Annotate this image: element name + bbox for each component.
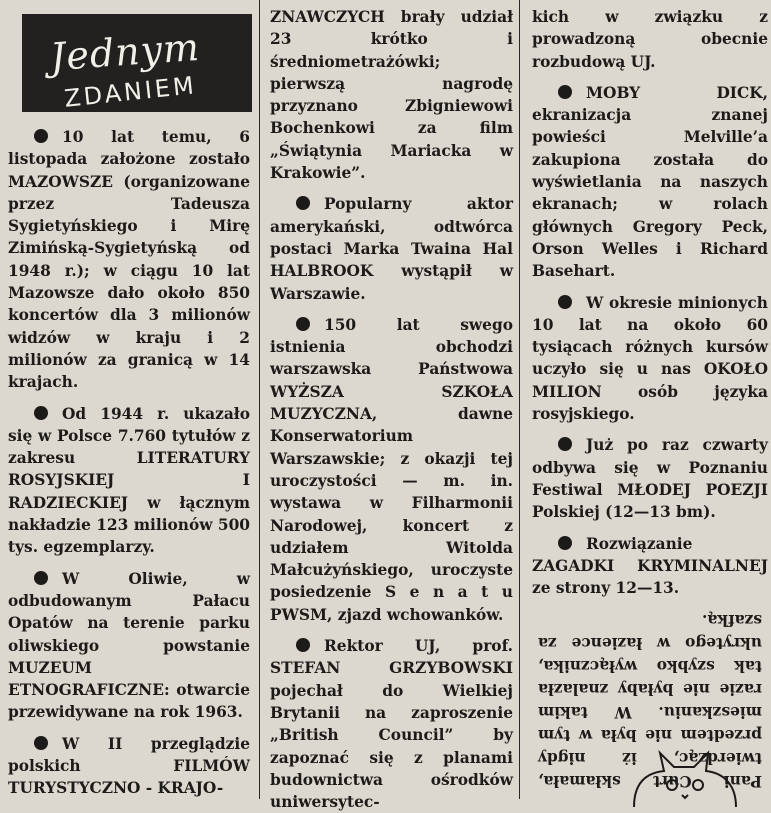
cat-drawing-icon (614, 745, 754, 807)
bullet-icon (558, 437, 572, 451)
news-item: 10 lat temu, 6 listopada założone zostało MAZOWSZE (organizowane przez Tadeusza Sygietyńskiego i Mirę Zimińską-Sygietyńską od 1948 r.); w ciągu 10 lat Mazowsze dało około 850 koncertów dla 3 milionów widzów w kraju i 2 milionów za granicą w 14 krajach. (8, 128, 250, 392)
puzzle-answer-upside-down: Pani Curt skłamała, twierdząc, iż nigdy przedtem nie była w tym mieszkaniu. W takim razie nie byłaby znalazła tak szybko wyłącznika, ukrytego w łazience za szafką. (538, 611, 762, 791)
news-item: MOBY DICK, ekranizacja znanej powieści Melville’a zakupiona została do wyświetlania na naszych ekranach; w rolach głównych Gregory Peck, Orson Welles i Richard Basehart. (532, 83, 768, 281)
masthead (22, 14, 252, 112)
bullet-icon (296, 638, 310, 652)
news-item: Już po raz czwarty odbywa się w Poznaniu Festiwal MŁODEJ POEZJI Polskiej (12—13 bm). (532, 436, 768, 522)
bullet-icon (296, 317, 310, 331)
news-item: Popularny aktor amerykański, odtwórca postaci Marka Twaina Hal HALBROOK wystąpił w Warszawie. (270, 195, 513, 303)
bullet-icon (558, 295, 572, 309)
bullet-icon (34, 571, 48, 585)
news-item: Od 1944 r. ukazało się w Polsce 7.760 tytułów z zakresu LITERATURY ROSYJSKIEJ I RADZIECKIEJ w łącznym nakładzie 123 milionów 500 tys. egzemplarzy. (8, 404, 250, 557)
bullet-icon (558, 85, 572, 99)
column-divider (519, 0, 520, 799)
column-1 (8, 0, 250, 799)
masthead-title: Jednym (48, 24, 202, 80)
news-item: W II przeglądzie polskich FILMÓW TURYSTYCZNO - KRAJO- (8, 734, 250, 798)
bullet-icon (34, 736, 48, 750)
bullet-icon (296, 196, 310, 210)
news-item: Rektor UJ, prof. STEFAN GRZYBOWSKI pojechał do Wielkiej Brytanii na zaproszenie „British Council” by zapoznać się z planami budownictwa ośrodków uniwersytec- (270, 637, 513, 812)
news-item-continued: ZNAWCZYCH brały udział 23 krótko i średniometrażówki; pierwszą nagrodę przyznano Zbigniewowi Bochenkowi za film „Świątynia Mariacka w Krakowie”. (270, 8, 513, 183)
news-item-continued: kich w związku z prowadzoną obecnie rozbudową UJ. (532, 8, 768, 71)
news-item: W Oliwie, w odbudowanym Pałacu Opatów na terenie parku oliwskiego powstanie MUZEUM ETNOGRAFICZNE: otwarcie przewidywane na rok 1963. (8, 569, 250, 722)
news-item: W okresie minionych 10 lat na około 60 tysiącach różnych kursów uczyło się u nas OKOŁO MILION osób języka rosyjskiego. (532, 293, 768, 424)
column-3 (532, 0, 768, 799)
news-item: 150 lat swego istnienia obchodzi warszawska Państwowa WYŻSZA SZKOŁA MUZYCZNA, dawne Konserwatorium Warszawskie; z okazji tej uroczystości — m. in. wystawa w Filharmonii Narodowej, koncert z udziałem Witolda Małcużyńskiego, uroczyste posiedzenie S e n a t u PWSM, zjazd wchowanków. (270, 315, 513, 624)
column-divider (259, 0, 260, 799)
bullet-icon (34, 129, 48, 143)
masthead-subtitle: ZDANIEM (62, 71, 198, 113)
news-item: Rozwiązanie ZAGADKI KRYMINALNEJ ze strony 12—13. (532, 534, 768, 598)
column-2 (270, 0, 513, 812)
bullet-icon (558, 536, 572, 550)
bullet-icon (34, 406, 48, 420)
